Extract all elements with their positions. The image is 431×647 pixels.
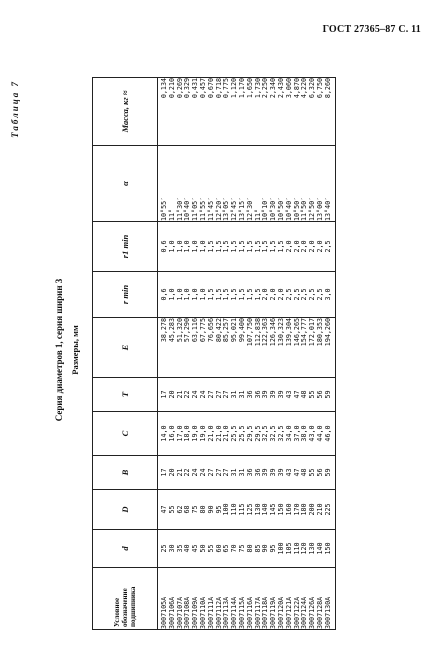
table-cell: 59 bbox=[323, 468, 332, 477]
table-cell: 16,0 bbox=[167, 425, 176, 442]
table-cell: 1,5 bbox=[245, 288, 254, 301]
table-cell: 1,0 bbox=[167, 240, 176, 253]
column-header: Условное обозначение подшипника bbox=[93, 568, 158, 630]
table-cell: 29,5 bbox=[245, 425, 254, 442]
table-cell: 39 bbox=[269, 468, 278, 477]
table-cell: 99,400 bbox=[237, 318, 246, 343]
table-cell: 14,0 bbox=[160, 425, 168, 442]
table-cell: 3007130A bbox=[323, 596, 332, 629]
table-cell: 13°00′ bbox=[315, 196, 324, 221]
table-cell: 24 bbox=[198, 468, 207, 477]
column-header: B bbox=[93, 456, 158, 490]
column-header: T bbox=[93, 378, 158, 412]
table-cell: 2,5 bbox=[323, 240, 332, 253]
table-cell: 1,0 bbox=[183, 288, 192, 301]
table-cell: 39 bbox=[269, 390, 278, 399]
table-cell: 1,5 bbox=[222, 288, 231, 301]
table-cell: 19,0 bbox=[191, 425, 200, 442]
table-cell: 24 bbox=[191, 468, 200, 477]
table-header-row bbox=[93, 78, 158, 630]
table-cell: 47 bbox=[292, 390, 301, 399]
table-cell: 25,5 bbox=[230, 425, 239, 442]
table-cell: 40 bbox=[183, 544, 192, 553]
table-cell: 55 bbox=[308, 468, 317, 477]
table-cell: 0,210 bbox=[167, 78, 176, 99]
table-cell: 2,5 bbox=[292, 288, 301, 301]
column-header: C bbox=[93, 412, 158, 456]
column-values bbox=[158, 412, 336, 456]
table-cell: 1,0 bbox=[191, 240, 200, 253]
table-cell: 4,870 bbox=[292, 78, 301, 99]
table-cell: 2,0 bbox=[276, 288, 285, 301]
table-cell: 36 bbox=[245, 390, 254, 399]
column-values bbox=[158, 318, 336, 378]
table-cell: 146,265 bbox=[292, 318, 301, 347]
table-cell: 112,838 bbox=[253, 318, 262, 347]
table-cell: 36 bbox=[253, 390, 262, 399]
table-cell: 56 bbox=[315, 390, 324, 399]
table-cell: 1,5 bbox=[253, 288, 262, 301]
table-cell: 65 bbox=[222, 544, 231, 553]
table-cell: 90 bbox=[206, 505, 215, 514]
table-cell: 115 bbox=[237, 503, 246, 516]
table-cell: 1,0 bbox=[175, 240, 184, 253]
column-header: r min bbox=[93, 272, 158, 318]
table-cell: 10°50′ bbox=[292, 196, 301, 221]
table-cell: 3,060 bbox=[284, 78, 293, 99]
table-cell: 22 bbox=[183, 468, 192, 477]
table-cell: 140 bbox=[315, 542, 324, 555]
table-cell: 85 bbox=[253, 544, 262, 553]
table-cell: 27 bbox=[206, 468, 215, 477]
dimensions-table bbox=[92, 77, 336, 630]
table-cell: 32,5 bbox=[269, 425, 278, 442]
table-cell: 10°10′ bbox=[261, 196, 270, 221]
table-cell: 18,0 bbox=[183, 425, 192, 442]
table-cell: 0,6 bbox=[160, 288, 168, 301]
table-cell: 21,0 bbox=[214, 425, 223, 442]
column-header: D bbox=[93, 490, 158, 530]
table-cell: 1,5 bbox=[214, 240, 223, 253]
table-cell: 31 bbox=[237, 390, 246, 399]
table-cell: 30 bbox=[167, 544, 176, 553]
table-cell: 1,650 bbox=[245, 78, 254, 99]
table-cell: 47 bbox=[292, 468, 301, 477]
column-values bbox=[158, 568, 336, 630]
table-cell: 0,775 bbox=[222, 78, 231, 99]
table-cell: 2,0 bbox=[292, 240, 301, 253]
table-cell: 17,0 bbox=[175, 425, 184, 442]
table-cell: 36 bbox=[253, 468, 262, 477]
table-cell: 11°55′ bbox=[198, 196, 207, 221]
table-cell: 100 bbox=[222, 503, 231, 516]
table-label: Таблица 7 bbox=[10, 80, 20, 138]
table-cell: 27 bbox=[214, 390, 223, 399]
table-cell: 85,257 bbox=[222, 318, 231, 343]
table-cell: 3007107A bbox=[175, 596, 184, 629]
table-cell: 0,269 bbox=[175, 78, 184, 99]
table-cell: 1,5 bbox=[245, 240, 254, 253]
table-cell: 32,5 bbox=[276, 425, 285, 442]
table-data-row bbox=[158, 78, 336, 630]
table-cell: 1,5 bbox=[230, 288, 239, 301]
table-cell: 21,0 bbox=[206, 425, 215, 442]
table-cell: 13°05′ bbox=[222, 196, 231, 221]
table-cell: 130 bbox=[253, 503, 262, 516]
table-cell: 12°45′ bbox=[230, 196, 239, 221]
table-cell: 45,283 bbox=[167, 318, 176, 343]
table-cell: 3007116A bbox=[245, 596, 254, 629]
table-cell: 39 bbox=[276, 468, 285, 477]
table-cell: 3007106A bbox=[167, 596, 176, 629]
table-cell: 145 bbox=[269, 503, 278, 516]
table-cell: 125 bbox=[245, 503, 254, 516]
table-cell: 100 bbox=[276, 542, 285, 555]
table-cell: 10°55′ bbox=[160, 196, 168, 221]
table-cell: 12°20′ bbox=[214, 196, 223, 221]
table-cell: 2,0 bbox=[261, 288, 270, 301]
column-values bbox=[158, 456, 336, 490]
table-cell: 2,340 bbox=[269, 78, 278, 99]
table-cell: 3007121A bbox=[284, 596, 293, 629]
table-cell: 3007109A bbox=[191, 596, 200, 629]
table-cell: 1,5 bbox=[237, 240, 246, 253]
table-cell: 1,5 bbox=[253, 240, 262, 253]
table-cell: 1,0 bbox=[191, 288, 200, 301]
table-cell: 3007108A bbox=[183, 596, 192, 629]
table-cell: 150 bbox=[276, 503, 285, 516]
table-cell: 1,0 bbox=[175, 288, 184, 301]
table-cell: 11° bbox=[253, 208, 262, 221]
table-cell: 0,134 bbox=[160, 78, 168, 99]
table-cell: 107,750 bbox=[245, 318, 254, 347]
table-cell: 20 bbox=[167, 390, 176, 399]
table-cell: 27 bbox=[214, 468, 223, 477]
table-cell: 38,0 bbox=[300, 425, 309, 442]
table-cell: 45 bbox=[191, 544, 200, 553]
table-cell: 0,670 bbox=[206, 78, 215, 99]
table-cell: 75 bbox=[191, 505, 200, 514]
table-cell: 0,329 bbox=[183, 78, 192, 99]
table-cell: 67,775 bbox=[198, 318, 207, 343]
table-cell: 1,5 bbox=[214, 288, 223, 301]
table-cell: 172,017 bbox=[308, 318, 317, 347]
table-cell: 120 bbox=[300, 542, 309, 555]
table-cell: 1,5 bbox=[269, 240, 278, 253]
table-cell: 10°50′ bbox=[276, 196, 285, 221]
table-cell: 39 bbox=[261, 390, 270, 399]
table-cell: 1,120 bbox=[230, 78, 239, 99]
table-cell: 3007128A bbox=[315, 596, 324, 629]
column-values bbox=[158, 78, 336, 146]
table-cell: 10°40′ bbox=[183, 196, 192, 221]
table-cell: 3007119A bbox=[269, 596, 278, 629]
table-cell: 43,0 bbox=[308, 425, 317, 442]
table-cell: 55 bbox=[206, 544, 215, 553]
table-cell: 3007113A bbox=[222, 596, 231, 629]
table-cell: 51,320 bbox=[175, 318, 184, 343]
table-cell: 68 bbox=[183, 505, 192, 514]
column-header: d bbox=[93, 530, 158, 568]
table-cell: 31 bbox=[230, 390, 239, 399]
table-cell: 1,5 bbox=[206, 240, 215, 253]
table-cell: 24 bbox=[198, 390, 207, 399]
table-cell: 3007122A bbox=[292, 596, 301, 629]
column-values bbox=[158, 490, 336, 530]
table-cell: 10°30′ bbox=[269, 196, 278, 221]
page-header: ГОСТ 27365–87 С. 11 bbox=[322, 24, 421, 35]
table-cell: 35 bbox=[175, 544, 184, 553]
table-cell: 2,0 bbox=[308, 240, 317, 253]
table-cell: 11°45′ bbox=[206, 196, 215, 221]
table-cell: 139,304 bbox=[284, 318, 293, 347]
table-cell: 13°40′ bbox=[323, 196, 332, 221]
table-cell: 12°30′ bbox=[245, 196, 254, 221]
table-cell: 122,363 bbox=[261, 318, 270, 347]
table-cell: 43 bbox=[284, 468, 293, 477]
table-cell: 130,323 bbox=[276, 318, 285, 347]
table-cell: 55 bbox=[308, 390, 317, 399]
table-cell: 70 bbox=[230, 544, 239, 553]
table-cell: 3007124A bbox=[300, 596, 309, 629]
table-cell: 3007114A bbox=[230, 596, 239, 629]
table-cell: 2,5 bbox=[315, 288, 324, 301]
table-cell: 25 bbox=[160, 544, 168, 553]
table-cell: 12°50′ bbox=[308, 196, 317, 221]
table-cell: 3007117A bbox=[253, 596, 262, 629]
table-cell: 44,0 bbox=[315, 425, 324, 442]
table-cell: 2,0 bbox=[315, 240, 324, 253]
table-cell: 21 bbox=[175, 468, 184, 477]
table-cell: 31 bbox=[237, 468, 246, 477]
table-cell: 22 bbox=[183, 390, 192, 399]
table-cell: 0,6 bbox=[160, 240, 168, 253]
table-cell: 47 bbox=[160, 505, 168, 514]
table-cell: 34,0 bbox=[284, 425, 293, 442]
table-cell: 24 bbox=[191, 390, 200, 399]
table-subtitle: Размеры, мм bbox=[70, 325, 80, 375]
table-cell: 1,5 bbox=[222, 240, 231, 253]
table-cell: 3007110A bbox=[198, 596, 207, 629]
column-values bbox=[158, 378, 336, 412]
table-cell: 17 bbox=[160, 468, 168, 477]
table-cell: 80,422 bbox=[214, 318, 223, 343]
table-cell: 1,5 bbox=[206, 288, 215, 301]
table-cell: 1,730 bbox=[253, 78, 262, 99]
table-cell: 180 bbox=[300, 503, 309, 516]
table-cell: 48 bbox=[300, 468, 309, 477]
table-cell: 3007112A bbox=[214, 596, 223, 629]
table-cell: 90 bbox=[261, 544, 270, 553]
column-values bbox=[158, 146, 336, 222]
table-cell: 11°05′ bbox=[191, 196, 200, 221]
table-cell: 1,0 bbox=[167, 288, 176, 301]
column-values bbox=[158, 530, 336, 568]
table-cell: 25,5 bbox=[237, 425, 246, 442]
table-cell: 37,0 bbox=[292, 425, 301, 442]
table-cell: 160 bbox=[284, 503, 293, 516]
column-values bbox=[158, 272, 336, 318]
table-cell: 46,0 bbox=[323, 425, 332, 442]
table-cell: 56 bbox=[315, 468, 324, 477]
table-cell: 11°30′ bbox=[175, 196, 184, 221]
table-cell: 60 bbox=[214, 544, 223, 553]
table-cell: 105 bbox=[284, 542, 293, 555]
table-cell: 170 bbox=[292, 503, 301, 516]
table-cell: 10°40′ bbox=[284, 196, 293, 221]
table-cell: 62 bbox=[175, 505, 184, 514]
table-cell: 8,260 bbox=[323, 78, 332, 99]
table-cell: 4,220 bbox=[300, 78, 309, 99]
table-cell: 1,170 bbox=[237, 78, 246, 99]
table-cell: 140 bbox=[261, 503, 270, 516]
table-cell: 27 bbox=[206, 390, 215, 399]
table-cell: 63,116 bbox=[191, 318, 200, 343]
table-cell: 20 bbox=[167, 468, 176, 477]
table-cell: 2,5 bbox=[308, 288, 317, 301]
table-cell: 3007115A bbox=[237, 596, 246, 629]
table-cell: 130 bbox=[308, 542, 317, 555]
table-cell: 3007111A bbox=[206, 596, 215, 629]
table-cell: 11°50′ bbox=[300, 196, 309, 221]
table-cell: 0,431 bbox=[191, 78, 200, 99]
table-cell: 21 bbox=[175, 390, 184, 399]
table-cell: 1,5 bbox=[261, 240, 270, 253]
table-cell: 2,0 bbox=[269, 288, 278, 301]
table-cell: 3007118A bbox=[261, 596, 270, 629]
table-cell: 110 bbox=[292, 542, 301, 555]
table-cell: 154,777 bbox=[300, 318, 309, 347]
table-cell: 29,5 bbox=[253, 425, 262, 442]
table-cell: 3007126A bbox=[308, 596, 317, 629]
table-cell: 3007120A bbox=[276, 596, 285, 629]
table-cell: 2,5 bbox=[284, 288, 293, 301]
table-cell: 110 bbox=[230, 503, 239, 516]
table-title: Серия диаметров 1, серия ширин 3 bbox=[54, 278, 64, 422]
table-cell: 2,5 bbox=[300, 288, 309, 301]
table-cell: 19,0 bbox=[198, 425, 207, 442]
table-cell: 95 bbox=[214, 505, 223, 514]
table-cell: 126,346 bbox=[269, 318, 278, 347]
table-cell: 21,0 bbox=[222, 425, 231, 442]
table-cell: 3,0 bbox=[323, 288, 332, 301]
table-cell: 0,457 bbox=[198, 78, 207, 99]
table-cell: 36 bbox=[245, 468, 254, 477]
column-header: r1 min bbox=[93, 222, 158, 272]
table-cell: 210 bbox=[315, 503, 324, 516]
table-cell: 43 bbox=[284, 390, 293, 399]
column-header: E bbox=[93, 318, 158, 378]
column-header: α bbox=[93, 146, 158, 222]
table-cell: 11° bbox=[167, 208, 176, 221]
table-cell: 95 bbox=[269, 544, 278, 553]
rotated-table-area bbox=[10, 70, 400, 630]
table-cell: 55 bbox=[167, 505, 176, 514]
table-cell: 48 bbox=[300, 390, 309, 399]
table-cell: 39 bbox=[276, 390, 285, 399]
column-header: Масса, кг ≈ bbox=[93, 78, 158, 146]
table-cell: 32,5 bbox=[261, 425, 270, 442]
table-cell: 6,750 bbox=[315, 78, 324, 99]
table-cell: 1,0 bbox=[198, 288, 207, 301]
table-cell: 17 bbox=[160, 390, 168, 399]
table-cell: 27 bbox=[222, 390, 231, 399]
table-cell: 50 bbox=[198, 544, 207, 553]
table-cell: 200 bbox=[308, 503, 317, 516]
table-cell: 1,5 bbox=[230, 240, 239, 253]
table-cell: 75 bbox=[237, 544, 246, 553]
column-values bbox=[158, 222, 336, 272]
table-cell: 2,250 bbox=[261, 78, 270, 99]
table-cell: 38,278 bbox=[160, 318, 168, 343]
table-cell: 180,353 bbox=[315, 318, 324, 347]
table-cell: 1,5 bbox=[276, 240, 285, 253]
table-cell: 31 bbox=[230, 468, 239, 477]
table-cell: 2,0 bbox=[300, 240, 309, 253]
table-cell: 76,656 bbox=[206, 318, 215, 343]
table-cell: 6,320 bbox=[308, 78, 317, 99]
table-cell: 3007105A bbox=[160, 596, 168, 629]
table-cell: 1,0 bbox=[183, 240, 192, 253]
table-cell: 2,430 bbox=[276, 78, 285, 99]
table-cell: 1,0 bbox=[198, 240, 207, 253]
table-cell: 194,260 bbox=[323, 318, 332, 347]
table-cell: 27 bbox=[222, 468, 231, 477]
table-cell: 2,0 bbox=[284, 240, 293, 253]
table-cell: 1,5 bbox=[237, 288, 246, 301]
table-cell: 59 bbox=[323, 390, 332, 399]
table-cell: 150 bbox=[323, 542, 332, 555]
table-cell: 13°15′ bbox=[237, 196, 246, 221]
table-cell: 80 bbox=[198, 505, 207, 514]
table-cell: 95,021 bbox=[230, 318, 239, 343]
table-cell: 57,290 bbox=[183, 318, 192, 343]
table-cell: 39 bbox=[261, 468, 270, 477]
table-cell: 80 bbox=[245, 544, 254, 553]
table-cell: 225 bbox=[323, 503, 332, 516]
table-cell: 0,718 bbox=[214, 78, 223, 99]
